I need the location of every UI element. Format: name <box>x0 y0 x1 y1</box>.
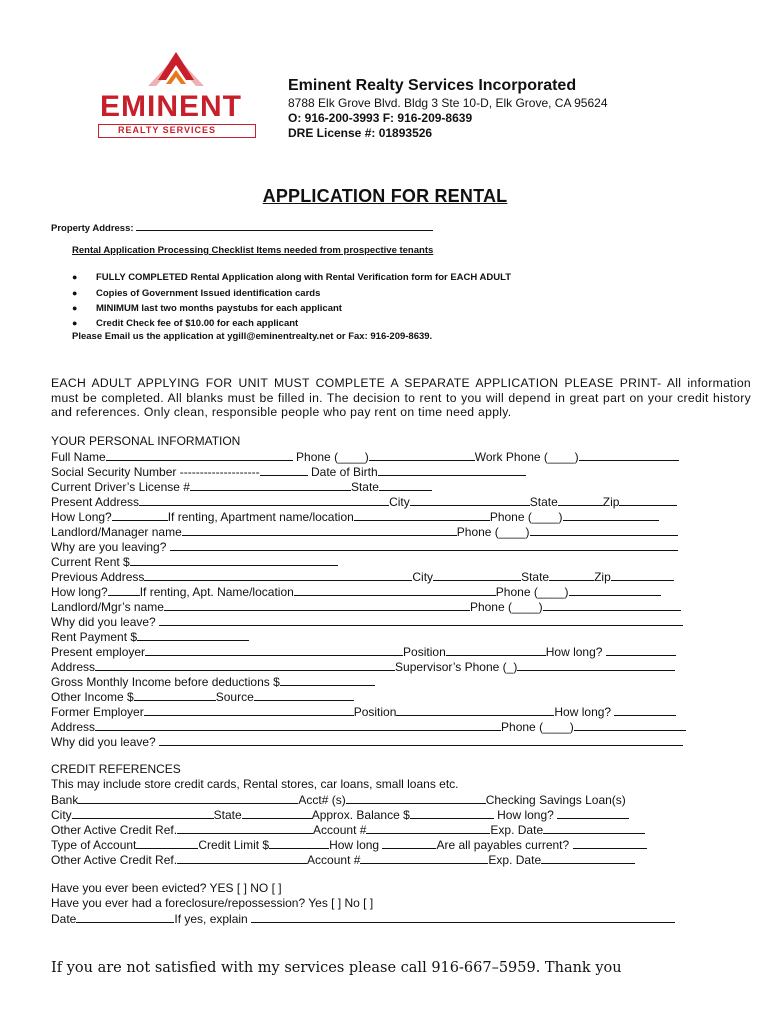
city-field[interactable] <box>410 494 530 506</box>
account-number-field[interactable] <box>346 792 486 804</box>
row-present-address: Present Address City State Zip <box>51 494 751 509</box>
dl-state-field[interactable] <box>379 479 432 491</box>
why-leave-field[interactable] <box>159 734 683 746</box>
city-field[interactable] <box>433 569 521 581</box>
row-other-income: Other Income $ Source <box>51 689 751 704</box>
current-rent-field[interactable] <box>130 554 338 566</box>
how-long-field[interactable] <box>382 837 436 849</box>
city-field[interactable] <box>72 807 214 819</box>
row-landlord-2: Landlord/Mgr’s name Phone (____) <box>51 599 751 614</box>
date-field[interactable] <box>76 911 174 923</box>
balance-field[interactable] <box>410 807 494 819</box>
position-field[interactable] <box>396 704 554 716</box>
phone-field[interactable] <box>574 719 686 731</box>
zip-field[interactable] <box>619 494 677 506</box>
row-drivers-license: Current Driver’s License # State <box>51 479 751 494</box>
how-long-field[interactable] <box>557 807 629 819</box>
evicted-question: Have you ever been evicted? YES [ ] NO [ ] <box>51 881 282 895</box>
company-license: DRE License #: 01893526 <box>288 126 433 140</box>
company-phones: O: 916-200-3993 F: 916-209-8639 <box>288 111 473 125</box>
foreclosure-question: Have you ever had a foreclosure/repossession? Yes [ ] No [ ] <box>51 896 374 910</box>
how-long-field[interactable] <box>614 704 676 716</box>
checklist-heading: Rental Application Processing Checklist Items needed from prospective tenants <box>72 245 434 256</box>
present-address-field[interactable] <box>139 494 389 506</box>
income-source-field[interactable] <box>254 689 354 701</box>
row-employer: Present employer Position How long? <box>51 644 751 659</box>
position-field[interactable] <box>446 644 546 656</box>
row-how-long-2: How long? If renting, Apt. Name/location Phone (____) <box>51 584 751 599</box>
row-former-employer: Former Employer Position How long? <box>51 704 751 719</box>
row-leaving: Why are you leaving? <box>51 539 751 554</box>
former-address-field[interactable] <box>95 719 501 731</box>
ssn-field[interactable] <box>260 464 308 476</box>
previous-address-field[interactable] <box>144 569 412 581</box>
row-rent-payment: Rent Payment $ <box>51 629 751 644</box>
intro-paragraph: EACH ADULT APPLYING FOR UNIT MUST COMPLETE A SEPARATE APPLICATION PLEASE PRINT- All information must be completed. All blanks must be filled in. The decision to rent to you will depend in great part on your credit history and references. Only clean, responsible people who pay rent on time need apply. <box>51 376 751 419</box>
credit-note: This may include store credit cards, Rental stores, car loans, small loans etc. <box>51 777 459 791</box>
state-field[interactable] <box>558 494 603 506</box>
supervisor-phone-field[interactable] <box>517 659 675 671</box>
row-current-rent: Current Rent $ <box>51 554 751 569</box>
credit-ref-field[interactable] <box>177 822 313 834</box>
row-city-state: City State Approx. Balance $ How long? <box>51 807 751 822</box>
how-long-field[interactable] <box>112 509 168 521</box>
checklist-item: FULLY COMPLETED Rental Application along with Rental Verification form for EACH ADULT <box>96 272 512 283</box>
how-long-field[interactable] <box>108 584 140 596</box>
state-field[interactable] <box>549 569 594 581</box>
checklist-item: Copies of Government Issued identification cards <box>96 288 321 299</box>
state-field[interactable] <box>242 807 312 819</box>
bullet-icon: ● <box>72 272 78 282</box>
phone-field[interactable] <box>369 449 475 461</box>
drivers-license-field[interactable] <box>190 479 351 491</box>
account-field[interactable] <box>366 822 490 834</box>
row-address-2: Address Phone (____) <box>51 719 751 734</box>
row-previous-address: Previous Address City State Zip <box>51 569 751 584</box>
work-phone-field[interactable] <box>579 449 679 461</box>
row-other-credit-2: Other Active Credit Ref. Account # Exp. Date <box>51 852 751 867</box>
apartment-field[interactable] <box>354 509 490 521</box>
section-heading-credit: CREDIT REFERENCES <box>51 762 181 776</box>
landlord-field[interactable] <box>182 524 457 536</box>
zip-field[interactable] <box>611 569 674 581</box>
logo-word: EMINENT <box>100 90 242 123</box>
rent-payment-field[interactable] <box>137 629 249 641</box>
company-name: Eminent Realty Services Incorporated <box>288 77 577 94</box>
row-bank: Bank Acct# (s) Checking Savings Loan(s) <box>51 793 626 807</box>
footer-note: If you are not satisfied with my services please call 916-667–5959. Thank you <box>51 960 622 976</box>
row-ssn: Social Security Number -------------------- Date of Birth <box>51 464 751 479</box>
row-why-leave: Why did you leave? <box>51 614 751 629</box>
employer-address-field[interactable] <box>95 659 395 671</box>
landlord-field[interactable] <box>164 599 470 611</box>
credit-ref-field[interactable] <box>177 852 307 864</box>
company-logo <box>96 50 258 140</box>
dob-field[interactable] <box>378 464 526 476</box>
gross-income-field[interactable] <box>280 674 375 686</box>
checklist-item: MINIMUM last two months paystubs for each applicant <box>96 303 342 314</box>
bullet-icon: ● <box>72 303 78 313</box>
how-long-field[interactable] <box>606 644 676 656</box>
employer-field[interactable] <box>145 644 403 656</box>
payables-field[interactable] <box>573 837 647 849</box>
credit-limit-field[interactable] <box>269 837 329 849</box>
row-gross-income: Gross Monthly Income before deductions $ <box>51 674 751 689</box>
bullet-icon: ● <box>72 318 78 328</box>
bullet-icon: ● <box>72 288 78 298</box>
why-leave-field[interactable] <box>159 614 683 626</box>
row-type-account: Type of Account Credit Limit $ How long Are all payables current? <box>51 837 751 852</box>
phone-field[interactable] <box>530 524 678 536</box>
company-address: 8788 Elk Grove Blvd. Bldg 3 Ste 10-D, Elk Grove, CA 95624 <box>288 96 608 110</box>
apartment-field[interactable] <box>294 584 496 596</box>
page-title: APPLICATION FOR RENTAL <box>262 186 508 206</box>
account-type-field[interactable] <box>136 837 198 849</box>
property-address-label: Property Address: <box>51 220 433 234</box>
exp-date-field[interactable] <box>541 852 635 864</box>
phone-field[interactable] <box>563 509 659 521</box>
row-address: Address Supervisor’s Phone (_) <box>51 659 751 674</box>
row-date-explain: Date If yes, explain <box>51 911 751 926</box>
row-other-credit: Other Active Credit Ref. Account # Exp. Date <box>51 822 751 837</box>
leaving-reason-field[interactable] <box>170 539 678 551</box>
explain-field[interactable] <box>251 911 675 923</box>
account-field[interactable] <box>360 852 488 864</box>
row-full-name: Full Name Phone (____) Work Phone (____) <box>51 449 751 464</box>
bank-field[interactable] <box>78 792 298 804</box>
full-name-field[interactable] <box>106 449 293 461</box>
email-note: Please Email us the application at ygill@eminentrealty.net or Fax: 916-209-8639. <box>72 331 433 342</box>
row-why-leave-2: Why did you leave? <box>51 734 751 749</box>
section-heading-personal: YOUR PERSONAL INFORMATION <box>51 434 241 448</box>
former-employer-field[interactable] <box>144 704 354 716</box>
phone-field[interactable] <box>569 584 661 596</box>
phone-field[interactable] <box>543 599 681 611</box>
exp-date-field[interactable] <box>543 822 645 834</box>
logo-subtitle: REALTY SERVICES <box>118 125 217 135</box>
other-income-field[interactable] <box>134 689 216 701</box>
row-how-long: How Long? If renting, Apartment name/location Phone (____) <box>51 509 751 524</box>
checklist-item: Credit Check fee of $10.00 for each applicant <box>96 318 299 329</box>
row-landlord: Landlord/Manager name Phone (____) <box>51 524 751 539</box>
property-address-field[interactable] <box>136 220 433 231</box>
